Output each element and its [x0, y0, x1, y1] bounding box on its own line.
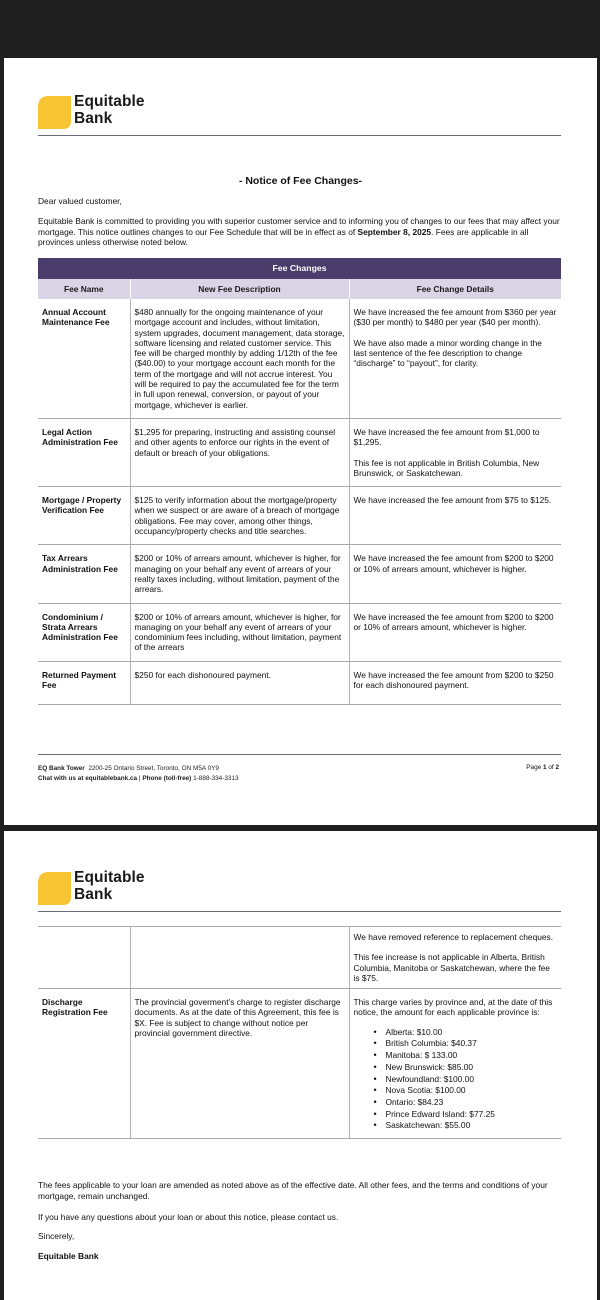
fee-description: $1,295 for preparing, instructing and assisting counsel and other agents to enforce our rights in the event of default or breach of your obligations.	[130, 418, 349, 486]
fee-details: We have increased the fee amount from $200 to $250 for each dishonoured payment.	[349, 661, 561, 705]
table-row	[38, 603, 561, 661]
fee-description: $125 to verify information about the mortgage/property when we suspect or are aware of a breach of mortgage obligations. Fee may cover, among other things, occupancy/property checks and title searches.	[130, 487, 349, 545]
brand-name: Equitable Bank	[74, 869, 145, 903]
brand-logo	[38, 869, 145, 905]
table-row	[38, 927, 561, 989]
notice-title: - Notice of Fee Changes-	[238, 175, 363, 187]
table-row	[38, 661, 561, 705]
fee-description: $200 or 10% of arrears amount, whichever is higher, for managing on your behalf any event of arrears of your condominium fees including, without limitation, payment of the arrears	[130, 603, 349, 661]
table-row	[38, 418, 561, 486]
fee-details: We have increased the fee amount from $360 per year ($30 per month) to $480 per year ($40 per month). We have also made a minor wording change in the last sentence of the fee description to change “discharge” to “payout”, for clarity.	[349, 299, 561, 418]
list-item: • Newfoundland: $100.00	[376, 1074, 558, 1086]
footer-contact: Chat with us at equitablebank.ca | Phone (toll-free) 1-888-334-3313	[38, 775, 239, 782]
fee-details: We have increased the fee amount from $200 to $200 or 10% of arrears amount, whichever is higher.	[349, 603, 561, 661]
list-item: • Ontario: $84.23	[376, 1097, 558, 1109]
list-item: • Saskatchewan: $55.00	[376, 1120, 558, 1132]
table-row	[38, 299, 561, 418]
logo-mark-icon	[38, 96, 71, 129]
fee-description: $480 annually for the ongoing maintenance of your mortgage account and includes, without limitation, system upgrades, document management, data storage, software licensing and related customer service. This fee will be charged monthly by adding 1/12th of the fee ($40.00) to your mortgage account each month for the term of the mortgage and will not accrue interest. You will be required to pay the accumulated fee for the term in full upon renewal, conversion, or payout of your mortgage, whichever is earlier.	[130, 299, 349, 418]
header-divider	[38, 911, 561, 912]
fee-name: Tax Arrears Administration Fee	[38, 545, 130, 603]
fee-name: Discharge Registration Fee	[38, 989, 130, 1139]
logo-mark-icon	[38, 872, 71, 905]
table-title: Fee Changes	[38, 258, 561, 279]
brand-name: Equitable Bank	[74, 93, 145, 127]
document-page-1	[4, 58, 597, 825]
signoff: Sincerely,	[38, 1231, 75, 1241]
table-row	[38, 989, 561, 1139]
effective-date: September 8, 2025	[357, 226, 432, 237]
fee-details: We have increased the fee amount from $200 to $200 or 10% of arrears amount, whichever is higher.	[349, 545, 561, 603]
page-number: Page 1 of 2	[526, 764, 559, 771]
list-item: • Alberta: $10.00	[376, 1027, 558, 1039]
salutation: Dear valued customer,	[38, 196, 122, 206]
table-row	[38, 545, 561, 603]
fee-name: Legal Action Administration Fee	[38, 418, 130, 486]
list-item: • Prince Edward Island: $77.25	[376, 1109, 558, 1121]
fee-description: $200 or 10% of arrears amount, whichever is higher, for managing on your behalf any event of arrears of your realty taxes including, without limitation, payment of the arrears.	[130, 545, 349, 603]
list-item: • New Brunswick: $85.00	[376, 1062, 558, 1074]
province-fee-list	[354, 1027, 558, 1132]
table-row	[38, 487, 561, 545]
intro-paragraph: Equitable Bank is committed to providing you with superior customer service and to informing you of changes to our fees that may affect your mortgage. This notice outlines changes to our Fee Schedule that will be in effect as of September 8, 2025. Fees are applicable in all provinces unless otherwise noted below.	[38, 216, 560, 248]
fee-name: Returned Payment Fee	[38, 661, 130, 705]
document-page-2	[4, 831, 597, 1300]
footer-address: EQ Bank Tower 2200-25 Ontario Street, Toronto, ON M5A 0Y9	[38, 765, 219, 772]
header-divider	[38, 135, 561, 136]
list-item: • Manitoba: $ 133.00	[376, 1050, 558, 1062]
signature: Equitable Bank	[38, 1251, 99, 1261]
column-header-details: Fee Change Details	[349, 279, 561, 299]
fee-changes-table-continued	[38, 926, 561, 1139]
fee-name: Mortgage / Property Verification Fee	[38, 487, 130, 545]
fee-details: We have increased the fee amount from $75 to $125.	[349, 487, 561, 545]
fee-description: $250 for each dishonoured payment.	[130, 661, 349, 705]
closing-paragraph-1: The fees applicable to your loan are amended as noted above as of the effective date. All other fees, and the terms and conditions of your mortgage, remain unchanged.	[38, 1180, 548, 1201]
page-footer	[38, 764, 239, 784]
column-header-fee-name: Fee Name	[38, 279, 130, 299]
fee-description	[130, 927, 349, 989]
phone-number[interactable]: 1-888-334-3313	[193, 775, 239, 782]
list-item: • British Columbia: $40.37	[376, 1038, 558, 1050]
column-header-description: New Fee Description	[130, 279, 349, 299]
closing-paragraph-2: If you have any questions about your loan or about this notice, please contact us.	[38, 1212, 339, 1222]
fee-details: We have removed reference to replacement cheques. This fee increase is not applicable in Alberta, British Columbia, Manitoba or Saskatchewan, where the fee is $75.	[349, 927, 561, 989]
fee-details: This charge varies by province and, at the date of this notice, the amount for each applicable province is: • Alberta: $10.00 • British Columbia: $40.37 • Manitoba: $ 133.00 • New Brunswick: $85.00 • Newfoundland: $100.00 • Nova Scotia: $100.00 • Ontario: $84.23 • Prince Edward Island: $77.25 • Saskatchewan: $55.00	[349, 989, 561, 1139]
chat-link[interactable]: Chat with us at equitablebank.ca	[38, 775, 138, 782]
list-item: • Nova Scotia: $100.00	[376, 1085, 558, 1097]
fee-description: The provincial goverment’s charge to register discharge documents. As at the date of this Agreement, this fee is $X. Fee is subject to change without notice per provincial government directive.	[130, 989, 349, 1139]
fee-details: We have increased the fee amount from $1,000 to $1,295. This fee is not applicable in British Columbia, New Brunswick, or Saskatchewan.	[349, 418, 561, 486]
footer-divider	[38, 754, 561, 755]
brand-logo	[38, 93, 145, 129]
fee-name	[38, 927, 130, 989]
fee-name: Condominium / Strata Arrears Administration Fee	[38, 603, 130, 661]
fee-name: Annual Account Maintenance Fee	[38, 299, 130, 418]
fee-changes-table	[38, 258, 561, 705]
